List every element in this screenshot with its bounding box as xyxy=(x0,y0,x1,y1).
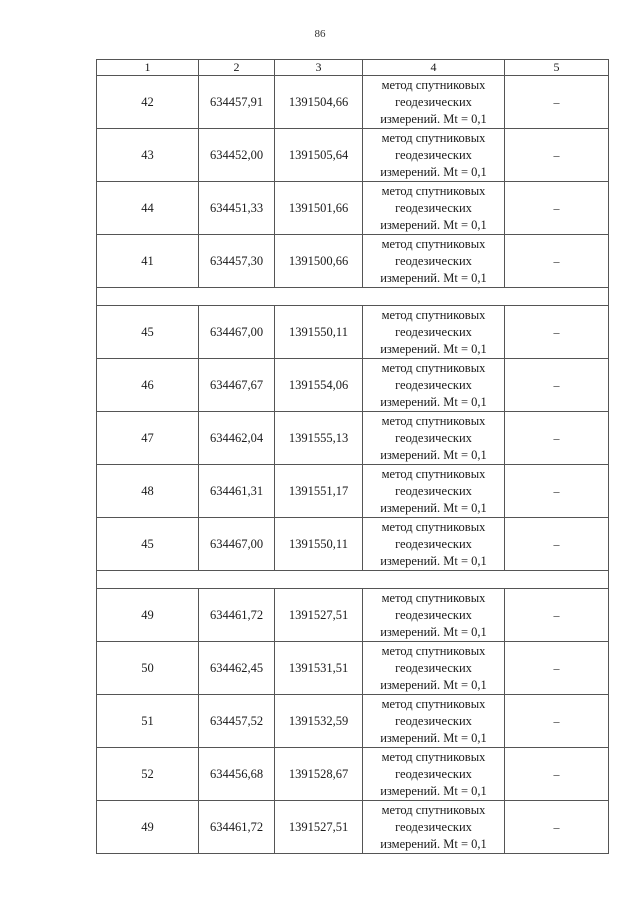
method-line: геодезических xyxy=(395,147,472,162)
x-coordinate-cell: 634451,33 xyxy=(199,182,275,235)
separator-cell xyxy=(97,571,609,589)
method-cell xyxy=(363,306,505,359)
method-line: измерений. Mt = 0,1 xyxy=(380,164,487,179)
method-cell xyxy=(363,359,505,412)
note-cell: – xyxy=(505,642,609,695)
point-number-cell: 49 xyxy=(97,801,199,854)
y-coordinate-cell: 1391532,59 xyxy=(275,695,363,748)
method-cell xyxy=(363,642,505,695)
method-line: метод спутниковых xyxy=(381,360,486,375)
group-separator-row xyxy=(97,288,609,306)
method-line: геодезических xyxy=(395,94,472,109)
table-row xyxy=(97,412,609,465)
x-coordinate-cell: 634462,45 xyxy=(199,642,275,695)
y-coordinate-cell: 1391527,51 xyxy=(275,589,363,642)
note-cell: – xyxy=(505,182,609,235)
table-row xyxy=(97,129,609,182)
method-cell xyxy=(363,76,505,129)
point-number-cell: 41 xyxy=(97,235,199,288)
method-cell xyxy=(363,235,505,288)
table-row xyxy=(97,306,609,359)
method-line: геодезических xyxy=(395,253,472,268)
method-line: геодезических xyxy=(395,819,472,834)
method-cell xyxy=(363,518,505,571)
method-line: измерений. Mt = 0,1 xyxy=(380,553,487,568)
note-cell: – xyxy=(505,518,609,571)
x-coordinate-cell: 634456,68 xyxy=(199,748,275,801)
method-line: измерений. Mt = 0,1 xyxy=(380,500,487,515)
method-cell xyxy=(363,182,505,235)
method-line: метод спутниковых xyxy=(381,466,486,481)
point-number-cell: 46 xyxy=(97,359,199,412)
method-line: измерений. Mt = 0,1 xyxy=(380,341,487,356)
header-row xyxy=(97,60,609,76)
method-cell xyxy=(363,465,505,518)
method-line: геодезических xyxy=(395,324,472,339)
note-cell: – xyxy=(505,695,609,748)
x-coordinate-cell: 634467,00 xyxy=(199,518,275,571)
column-header: 2 xyxy=(199,60,275,76)
method-cell xyxy=(363,801,505,854)
method-cell xyxy=(363,695,505,748)
point-number-cell: 45 xyxy=(97,518,199,571)
method-line: метод спутниковых xyxy=(381,413,486,428)
method-line: измерений. Mt = 0,1 xyxy=(380,836,487,851)
x-coordinate-cell: 634467,00 xyxy=(199,306,275,359)
method-line: геодезических xyxy=(395,660,472,675)
note-cell: – xyxy=(505,801,609,854)
point-number-cell: 42 xyxy=(97,76,199,129)
method-line: геодезических xyxy=(395,430,472,445)
method-cell xyxy=(363,412,505,465)
y-coordinate-cell: 1391555,13 xyxy=(275,412,363,465)
note-cell: – xyxy=(505,359,609,412)
column-header: 1 xyxy=(97,60,199,76)
method-line: метод спутниковых xyxy=(381,749,486,764)
method-line: метод спутниковых xyxy=(381,307,486,322)
method-line: метод спутниковых xyxy=(381,590,486,605)
note-cell: – xyxy=(505,235,609,288)
table-row xyxy=(97,748,609,801)
y-coordinate-cell: 1391531,51 xyxy=(275,642,363,695)
point-number-cell: 44 xyxy=(97,182,199,235)
x-coordinate-cell: 634457,30 xyxy=(199,235,275,288)
table-row xyxy=(97,801,609,854)
method-line: измерений. Mt = 0,1 xyxy=(380,677,487,692)
page-number: 86 xyxy=(314,28,326,40)
y-coordinate-cell: 1391504,66 xyxy=(275,76,363,129)
table-row xyxy=(97,518,609,571)
y-coordinate-cell: 1391527,51 xyxy=(275,801,363,854)
y-coordinate-cell: 1391550,11 xyxy=(275,518,363,571)
point-number-cell: 52 xyxy=(97,748,199,801)
method-line: геодезических xyxy=(395,483,472,498)
x-coordinate-cell: 634457,52 xyxy=(199,695,275,748)
method-cell xyxy=(363,589,505,642)
table-row xyxy=(97,359,609,412)
group-separator-row xyxy=(97,571,609,589)
y-coordinate-cell: 1391505,64 xyxy=(275,129,363,182)
method-line: измерений. Mt = 0,1 xyxy=(380,217,487,232)
point-number-cell: 45 xyxy=(97,306,199,359)
coordinates-table xyxy=(96,59,609,854)
note-cell: – xyxy=(505,748,609,801)
method-line: геодезических xyxy=(395,607,472,622)
method-line: метод спутниковых xyxy=(381,802,486,817)
method-line: геодезических xyxy=(395,536,472,551)
point-number-cell: 51 xyxy=(97,695,199,748)
y-coordinate-cell: 1391551,17 xyxy=(275,465,363,518)
method-line: метод спутниковых xyxy=(381,696,486,711)
method-line: измерений. Mt = 0,1 xyxy=(380,111,487,126)
method-line: геодезических xyxy=(395,713,472,728)
separator-cell xyxy=(97,288,609,306)
method-line: геодезических xyxy=(395,766,472,781)
method-line: измерений. Mt = 0,1 xyxy=(380,394,487,409)
note-cell: – xyxy=(505,465,609,518)
point-number-cell: 49 xyxy=(97,589,199,642)
method-line: измерений. Mt = 0,1 xyxy=(380,447,487,462)
column-header: 4 xyxy=(363,60,505,76)
method-line: метод спутниковых xyxy=(381,519,486,534)
column-header: 3 xyxy=(275,60,363,76)
note-cell: – xyxy=(505,129,609,182)
y-coordinate-cell: 1391550,11 xyxy=(275,306,363,359)
x-coordinate-cell: 634461,31 xyxy=(199,465,275,518)
method-line: метод спутниковых xyxy=(381,77,486,92)
table-row xyxy=(97,642,609,695)
method-line: метод спутниковых xyxy=(381,183,486,198)
x-coordinate-cell: 634467,67 xyxy=(199,359,275,412)
method-line: метод спутниковых xyxy=(381,236,486,251)
y-coordinate-cell: 1391501,66 xyxy=(275,182,363,235)
table-row xyxy=(97,465,609,518)
method-line: измерений. Mt = 0,1 xyxy=(380,270,487,285)
x-coordinate-cell: 634461,72 xyxy=(199,589,275,642)
point-number-cell: 47 xyxy=(97,412,199,465)
x-coordinate-cell: 634461,72 xyxy=(199,801,275,854)
method-line: геодезических xyxy=(395,200,472,215)
table-body xyxy=(97,76,609,854)
note-cell: – xyxy=(505,589,609,642)
method-line: измерений. Mt = 0,1 xyxy=(380,730,487,745)
y-coordinate-cell: 1391528,67 xyxy=(275,748,363,801)
method-line: геодезических xyxy=(395,377,472,392)
method-line: метод спутниковых xyxy=(381,130,486,145)
method-line: измерений. Mt = 0,1 xyxy=(380,783,487,798)
note-cell: – xyxy=(505,306,609,359)
point-number-cell: 50 xyxy=(97,642,199,695)
point-number-cell: 48 xyxy=(97,465,199,518)
table-row xyxy=(97,695,609,748)
y-coordinate-cell: 1391500,66 xyxy=(275,235,363,288)
x-coordinate-cell: 634452,00 xyxy=(199,129,275,182)
note-cell: – xyxy=(505,76,609,129)
y-coordinate-cell: 1391554,06 xyxy=(275,359,363,412)
column-header: 5 xyxy=(505,60,609,76)
table-row xyxy=(97,76,609,129)
x-coordinate-cell: 634462,04 xyxy=(199,412,275,465)
method-cell xyxy=(363,129,505,182)
point-number-cell: 43 xyxy=(97,129,199,182)
method-line: измерений. Mt = 0,1 xyxy=(380,624,487,639)
table-row xyxy=(97,589,609,642)
table-row xyxy=(97,235,609,288)
note-cell: – xyxy=(505,412,609,465)
table-row xyxy=(97,182,609,235)
method-line: метод спутниковых xyxy=(381,643,486,658)
x-coordinate-cell: 634457,91 xyxy=(199,76,275,129)
method-cell xyxy=(363,748,505,801)
